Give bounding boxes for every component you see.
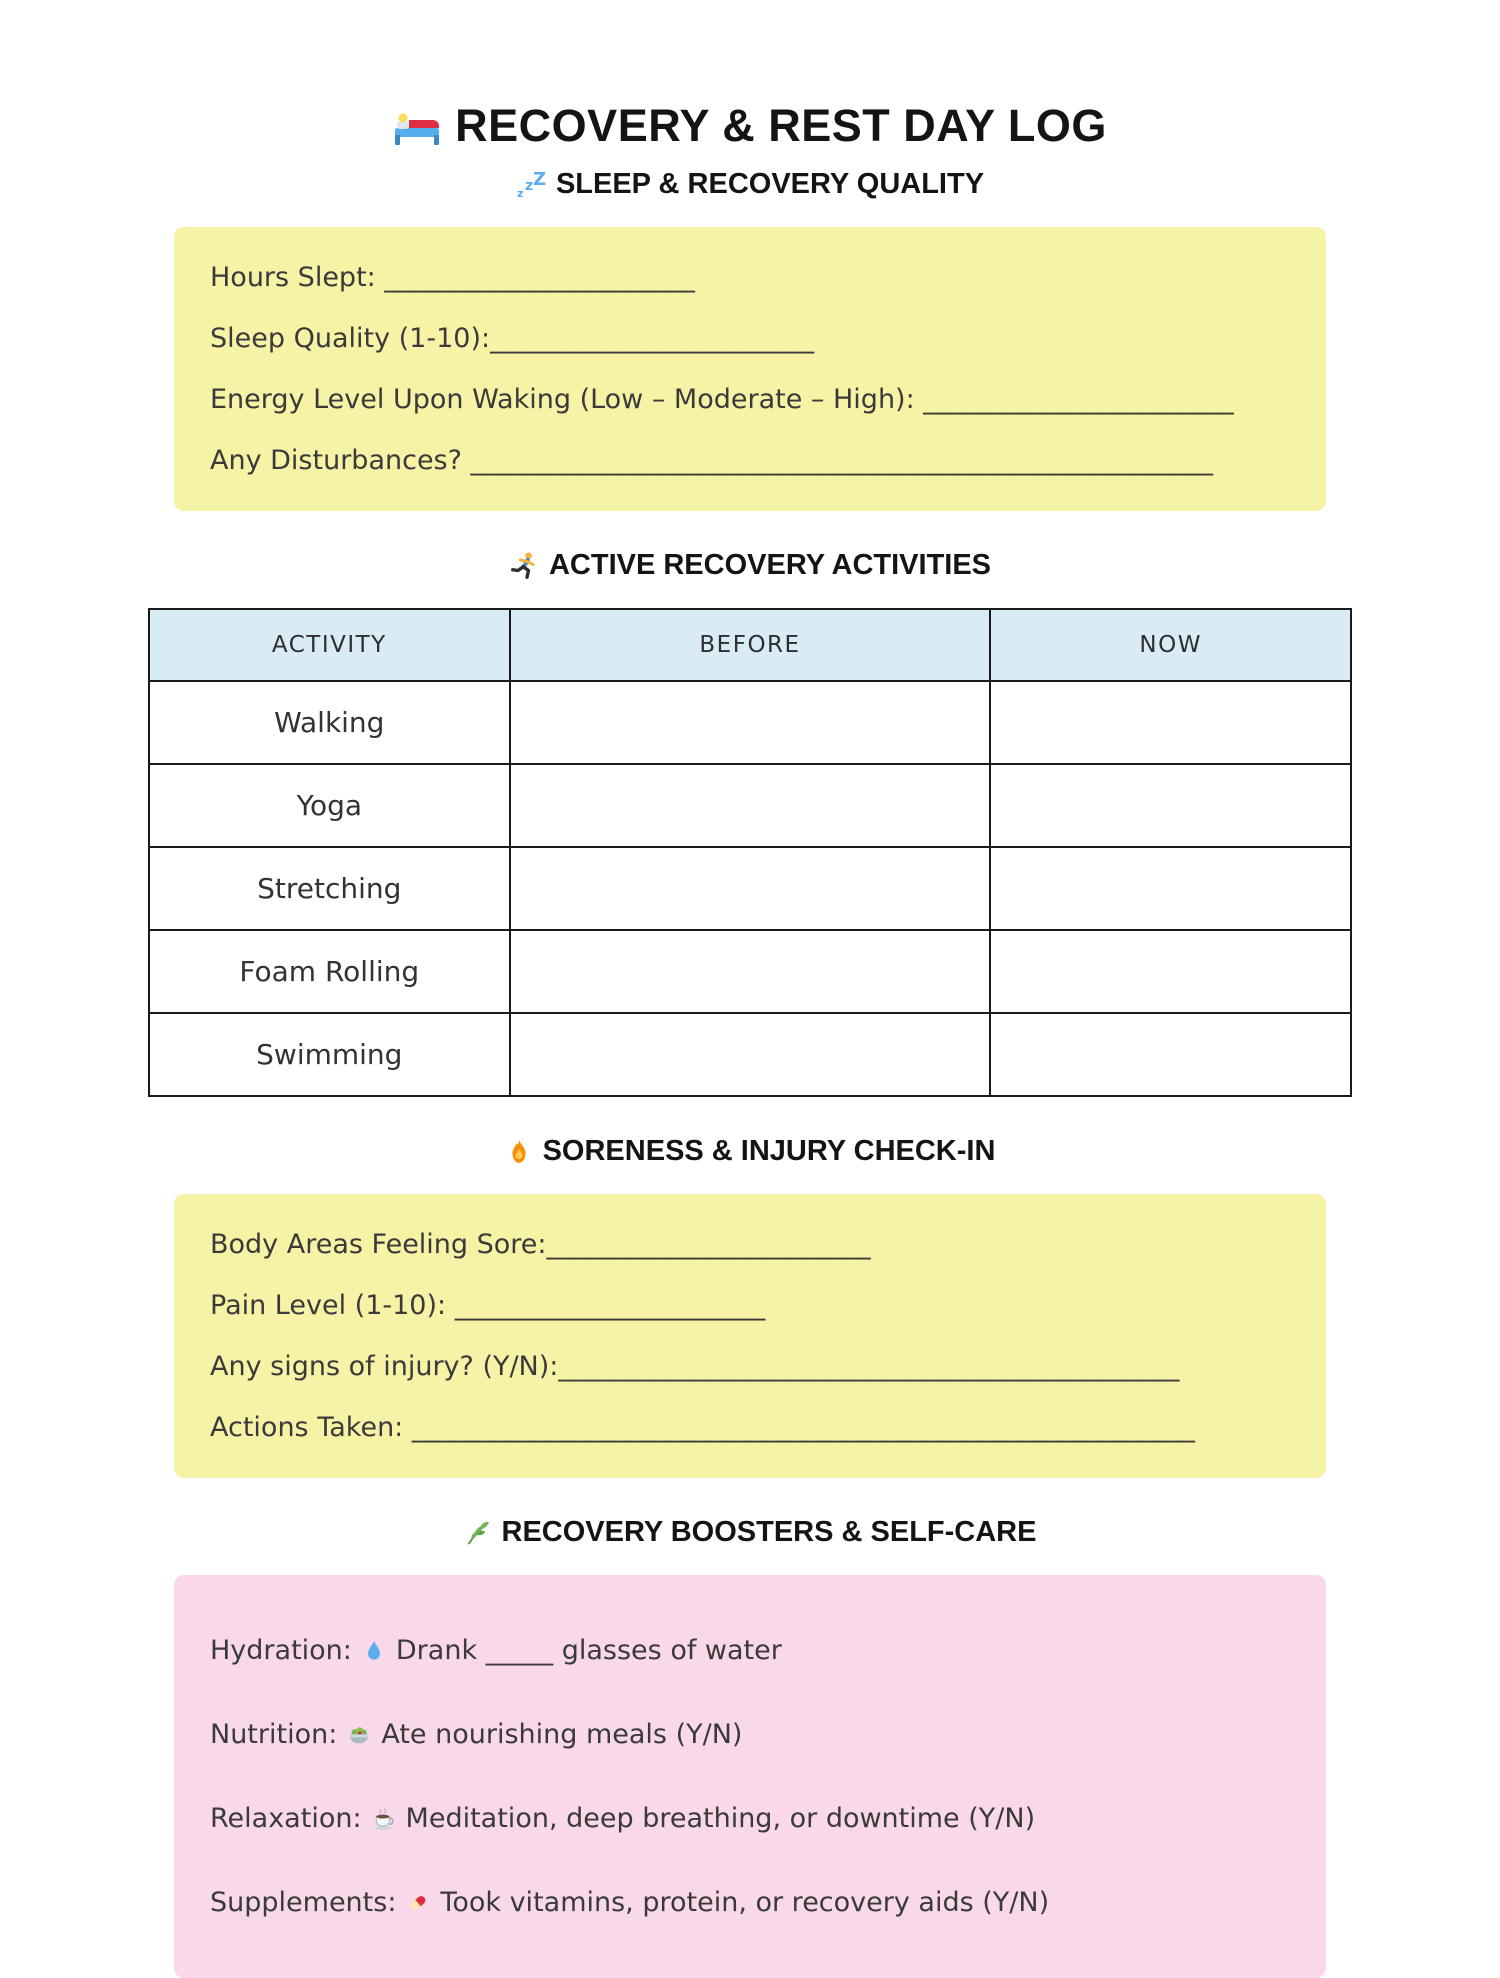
svg-text:z: z [516, 186, 524, 200]
droplet-icon [362, 1639, 386, 1663]
field-disturbances: Any Disturbances? _______________________________________________________ [210, 445, 1214, 476]
before-cell [510, 764, 991, 847]
before-cell [510, 1013, 991, 1096]
booster-text: Took vitamins, protein, or recovery aids (Y/N) [440, 1887, 1050, 1918]
before-cell [510, 681, 991, 764]
document-page [148, 0, 1352, 1978]
page-title [148, 100, 1352, 152]
section-heading-soreness [148, 1135, 1352, 1168]
bed-icon [393, 105, 441, 147]
salad-icon [347, 1723, 371, 1747]
booster-hydration [210, 1622, 1290, 1679]
table-row-yoga [149, 764, 1351, 847]
booster-relaxation [210, 1790, 1290, 1847]
sleep-quality-box [174, 227, 1326, 511]
now-cell [990, 930, 1351, 1013]
activity-cell: Yoga [149, 764, 510, 847]
activity-cell: Foam Rolling [149, 930, 510, 1013]
active-recovery-table [148, 608, 1352, 1097]
svg-text:z: z [524, 177, 534, 194]
section-heading-boosters [148, 1516, 1352, 1549]
boosters-heading-text: RECOVERY BOOSTERS & SELF-CARE [501, 1516, 1037, 1548]
before-cell [510, 847, 991, 930]
table-row-stretching [149, 847, 1351, 930]
booster-nutrition [210, 1706, 1290, 1763]
booster-label: Hydration: [210, 1635, 352, 1666]
soreness-heading-text: SORENESS & INJURY CHECK-IN [542, 1135, 996, 1167]
booster-text: Ate nourishing meals (Y/N) [381, 1719, 743, 1750]
activity-cell: Stretching [149, 847, 510, 930]
booster-label: Relaxation: [210, 1803, 362, 1834]
field-sore-areas: Body Areas Feeling Sore:________________________ [210, 1229, 871, 1260]
field-injury-signs: Any signs of injury? (Y/N):______________________________________________ [210, 1351, 1180, 1382]
sleep-heading-text: SLEEP & RECOVERY QUALITY [555, 168, 985, 200]
table-row-walking [149, 681, 1351, 764]
now-cell [990, 681, 1351, 764]
column-header-now: NOW [990, 609, 1351, 681]
booster-text: Meditation, deep breathing, or downtime (Y/N) [405, 1803, 1036, 1834]
page-title-text: RECOVERY & REST DAY LOG [455, 100, 1107, 151]
now-cell [990, 847, 1351, 930]
booster-label: Nutrition: [210, 1719, 338, 1750]
section-heading-sleep [148, 168, 1352, 201]
herb-icon [464, 1519, 492, 1547]
before-cell [510, 930, 991, 1013]
activity-cell: Walking [149, 681, 510, 764]
table-header-row [149, 609, 1351, 681]
svg-text:Z: Z [532, 169, 546, 190]
field-hours-slept: Hours Slept: _______________________ [210, 262, 695, 293]
section-heading-activities [148, 549, 1352, 582]
activities-heading-text: ACTIVE RECOVERY ACTIVITIES [548, 549, 992, 581]
column-header-before: BEFORE [510, 609, 991, 681]
field-energy-level: Energy Level Upon Waking (Low – Moderate – High): _______________________ [210, 384, 1234, 415]
runner-icon [509, 551, 539, 581]
recovery-boosters-box [174, 1575, 1326, 1978]
now-cell [990, 1013, 1351, 1096]
fire-icon [505, 1138, 533, 1166]
field-actions-taken: Actions Taken: __________________________________________________________ [210, 1412, 1195, 1443]
pill-icon [406, 1891, 430, 1915]
activity-cell: Swimming [149, 1013, 510, 1096]
coffee-icon [372, 1807, 396, 1831]
booster-label: Supplements: [210, 1887, 397, 1918]
table-row-foam-rolling [149, 930, 1351, 1013]
column-header-activity: ACTIVITY [149, 609, 510, 681]
zzz-icon [516, 170, 546, 200]
field-pain-level: Pain Level (1-10): _______________________ [210, 1290, 766, 1321]
field-sleep-quality: Sleep Quality (1-10):________________________ [210, 323, 815, 354]
table-row-swimming [149, 1013, 1351, 1096]
soreness-checkin-box [174, 1194, 1326, 1478]
booster-supplements [210, 1874, 1290, 1931]
now-cell [990, 764, 1351, 847]
booster-text: Drank _____ glasses of water [395, 1635, 782, 1666]
